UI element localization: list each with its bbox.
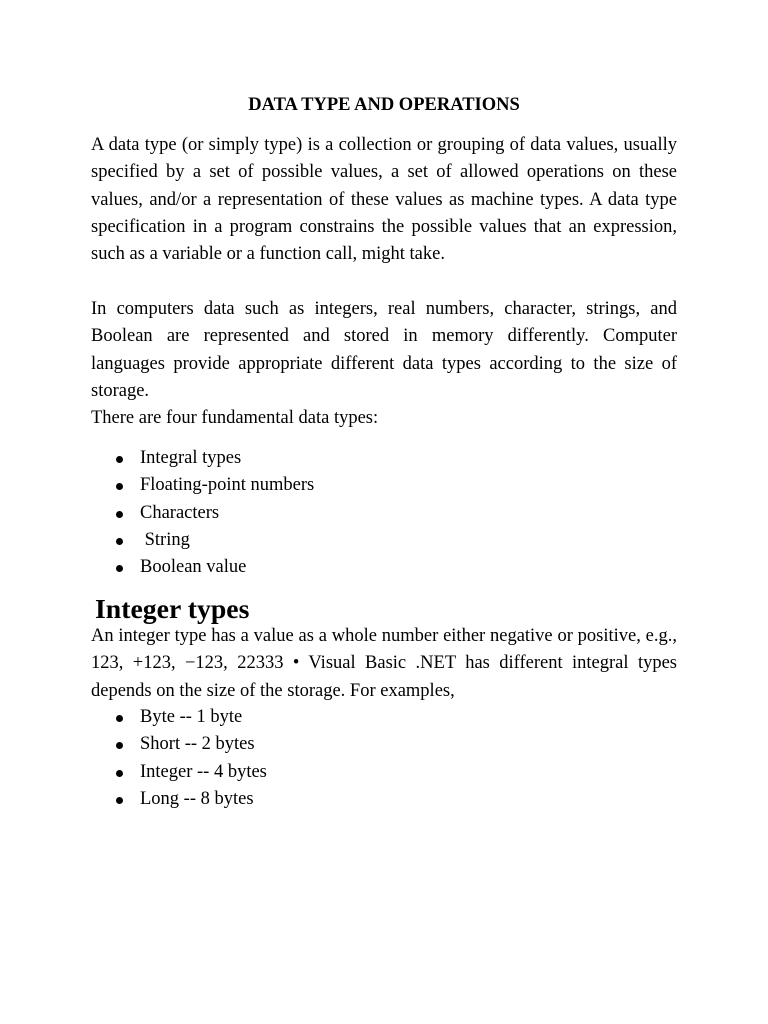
page-title: DATA TYPE AND OPERATIONS	[248, 95, 520, 115]
bullet-icon	[116, 538, 123, 545]
list-item	[91, 500, 677, 527]
list-item-label: Floating-point numbers	[140, 475, 315, 496]
bullet-icon	[116, 511, 123, 518]
list-item-label: Characters	[140, 502, 220, 523]
intro-paragraph: A data type (or simply type) is a collection or grouping of data values, usually specified by a set of possible values, a set of allowed operations on these values, and/or a representation of these values as machine types. A data type specification in a program constrains the possible values that an expression, such as a variable or a function call, might take.	[91, 135, 677, 265]
fundamental-intro: There are four fundamental data types:	[91, 408, 379, 428]
storage-paragraph: In computers data such as integers, real numbers, character, strings, and Boolean are represented and stored in memory differently. Computer languages provide appropriate different data types according to the size of storage.	[91, 299, 677, 401]
bullet-icon	[116, 483, 123, 490]
bullet-icon	[116, 742, 123, 749]
bullet-icon	[116, 456, 123, 463]
fundamental-types-list	[91, 445, 677, 581]
list-item-label: Boolean value	[140, 557, 247, 578]
list-item	[91, 527, 677, 554]
list-item-label: Integer -- 4 bytes	[140, 761, 267, 782]
list-item-label: String	[140, 529, 190, 550]
list-item	[91, 554, 677, 581]
list-item	[91, 472, 677, 499]
list-item	[91, 704, 677, 731]
bullet-icon	[116, 565, 123, 572]
integer-examples-list	[91, 704, 677, 813]
list-item-label: Long -- 8 bytes	[140, 788, 254, 809]
list-item	[91, 731, 677, 758]
list-item	[91, 445, 677, 472]
list-item-label: Short -- 2 bytes	[140, 734, 255, 755]
bullet-icon	[116, 770, 123, 777]
integer-types-heading: Integer types	[95, 594, 250, 625]
list-item	[91, 786, 677, 813]
list-item-label: Byte -- 1 byte	[140, 707, 243, 727]
bullet-icon	[116, 797, 123, 804]
list-item-label: Integral types	[140, 448, 242, 468]
integer-paragraph: An integer type has a value as a whole number either negative or positive, e.g., 123, +123, −123, 22333 • Visual Basic .NET has different integral types depends on the size of the storage. For examples,	[91, 626, 677, 701]
list-item	[91, 759, 677, 786]
bullet-icon	[116, 715, 123, 722]
